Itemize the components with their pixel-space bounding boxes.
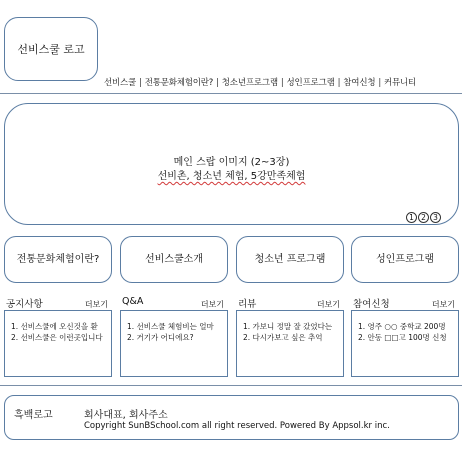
list-item[interactable]: 1. 선비스쿨 체험비는 얼마 [127, 322, 214, 331]
list-item[interactable]: 1. 영주 ○○ 중학교 200명 [358, 322, 446, 331]
hero-subtitle [5, 167, 458, 182]
nav-item-community[interactable]: 커뮤니티 [384, 78, 417, 88]
logo-text: 선비스쿨 로고 [17, 43, 85, 56]
slide-3-button[interactable]: 3 [430, 212, 441, 223]
category-label: 청소년 프로그램 [254, 253, 326, 265]
board-title: 리뷰 [238, 299, 257, 310]
footer-company-info: 회사대표, 회사주소 [84, 410, 168, 421]
footer-logo: 흑백로고 [14, 410, 53, 421]
board-list [127, 321, 225, 343]
hero-title: 메인 스랍 이미지 (2~3장) [173, 157, 290, 168]
footer-copyright: Copyright SunBSchool.com all right reserved. Powered By Appsol.kr inc. [84, 421, 390, 431]
board-header [4, 295, 112, 309]
list-item[interactable]: 2. 거기가 어디에요? [127, 333, 194, 342]
category-sunbi-school-intro[interactable] [120, 236, 228, 283]
hero-subtitle-text: 선비촌, 청소년 체험, 5강만족체험 [157, 171, 306, 182]
board-frame [120, 310, 228, 377]
slide-1-button[interactable]: 1 [406, 212, 417, 223]
header-divider [0, 93, 462, 94]
site-footer [4, 395, 459, 440]
category-label: 성인프로그램 [376, 253, 434, 265]
more-link[interactable]: 더보기 [84, 300, 108, 309]
list-item[interactable]: 1. 선비스쿨에 오신것을 환 [11, 322, 98, 331]
more-link[interactable]: 더보기 [200, 300, 224, 309]
list-item[interactable]: 2. 선비스쿨은 이런곳입니다 [11, 333, 103, 342]
board-frame [236, 310, 344, 377]
nav-item-apply[interactable]: 참여신청 [343, 78, 376, 88]
nav-item-adult-program[interactable]: 성인프로그램 [286, 78, 335, 88]
nav-separator: | [216, 78, 219, 88]
hero-slider[interactable] [4, 103, 459, 225]
board-list [358, 321, 456, 343]
board-title: 참여신청 [353, 299, 390, 310]
list-item[interactable]: 2. 안동 □□고 100명 신청 [358, 333, 447, 342]
nav-separator: | [280, 78, 284, 88]
nav-separator: | [139, 78, 142, 88]
category-adult-program[interactable] [351, 236, 459, 283]
board-apply [351, 295, 459, 377]
board-title: 공지사항 [6, 299, 43, 310]
slider-pager [406, 212, 441, 223]
board-header [120, 295, 228, 309]
slide-2-button[interactable]: 2 [418, 212, 429, 223]
main-nav [104, 76, 459, 88]
list-item[interactable]: 1. 가보니 정말 잘 갔었다는 [243, 322, 333, 331]
board-qna [120, 295, 228, 377]
category-traditional-culture[interactable] [4, 236, 112, 283]
more-link[interactable]: 더보기 [431, 300, 455, 309]
more-link[interactable]: 더보기 [316, 300, 340, 309]
nav-item-traditional-culture[interactable]: 전통문화체험이란? [144, 78, 214, 88]
category-youth-program[interactable] [236, 236, 344, 283]
nav-separator: | [337, 78, 341, 88]
nav-separator: | [378, 78, 382, 88]
nav-item-youth-program[interactable]: 청소년프로그램 [221, 78, 278, 88]
site-logo[interactable] [4, 17, 98, 81]
board-header [236, 295, 344, 309]
list-item[interactable]: 2. 다시가보고 싶은 추억 [243, 333, 323, 342]
board-header [351, 295, 459, 309]
footer-divider [0, 385, 462, 386]
nav-item-sunbi-school[interactable]: 선비스쿨 [104, 78, 137, 88]
board-list [243, 321, 341, 343]
board-list [11, 321, 109, 343]
board-title: Q&A [122, 296, 144, 307]
board-frame [4, 310, 112, 377]
board-frame [351, 310, 459, 377]
category-label: 전통문화체험이란? [16, 253, 100, 265]
board-notice [4, 295, 112, 377]
category-label: 선비스쿨소개 [145, 253, 203, 265]
board-review [236, 295, 344, 377]
